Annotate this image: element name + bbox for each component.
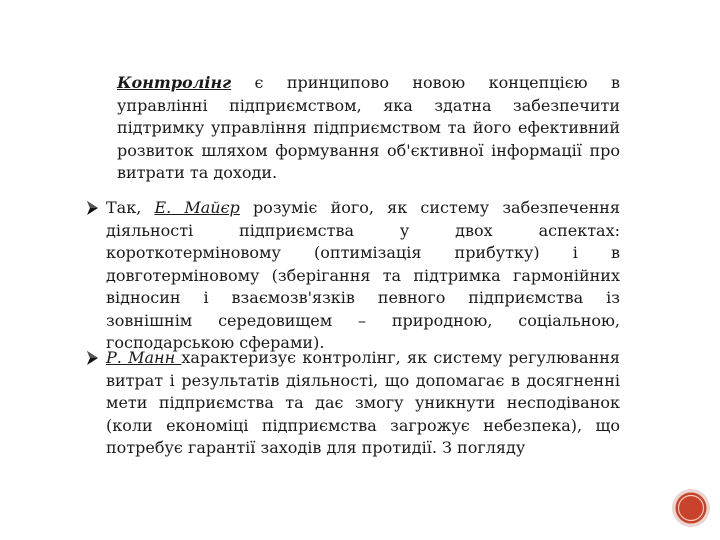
bullet-text-2 (106, 347, 620, 460)
bullet-item-2 (86, 347, 620, 460)
arrow-bullet-icon (86, 347, 100, 369)
bullet-lead-1: Так, (106, 198, 155, 217)
bullet-item-1 (86, 197, 620, 355)
bullet-text-1 (106, 197, 620, 355)
bullet-body-2: характеризує контролінг, як систему регулювання витрат і результатів діяльності, що допомагає в досягненні мети підприємства та дає змогу уникнути несподіванок (коли економіці підприємства загрожує небезпека), що потребує гарантії заходів для протидії. З погляду (106, 348, 620, 457)
slide-badge-icon (671, 488, 711, 528)
bullet-author-2: Р. Манн (106, 348, 182, 367)
intro-text: є принципово новою концепцією в управлінні підприємством, яка здатна забезпечити підтримку управління підприємством та його ефективний розвиток шляхом формування об'єктивної інформації про витрати та доходи. (117, 73, 620, 182)
intro-paragraph (117, 72, 620, 185)
intro-term: Контролінг (117, 73, 232, 92)
arrow-bullet-icon (86, 197, 100, 219)
bullet-author-1: Е. Майєр (154, 198, 240, 217)
bullet-body-1: розуміє його, як систему забезпечення діяльності підприємства у двох аспектах: короткотерміновому (оптимізація прибутку) і в довготерміновому (зберігання та підтримка гармонійних відносин і взаємозв'язків певного підприємства із зовнішнім середовищем – природною, соціальною, господарською сферами). (106, 198, 621, 352)
